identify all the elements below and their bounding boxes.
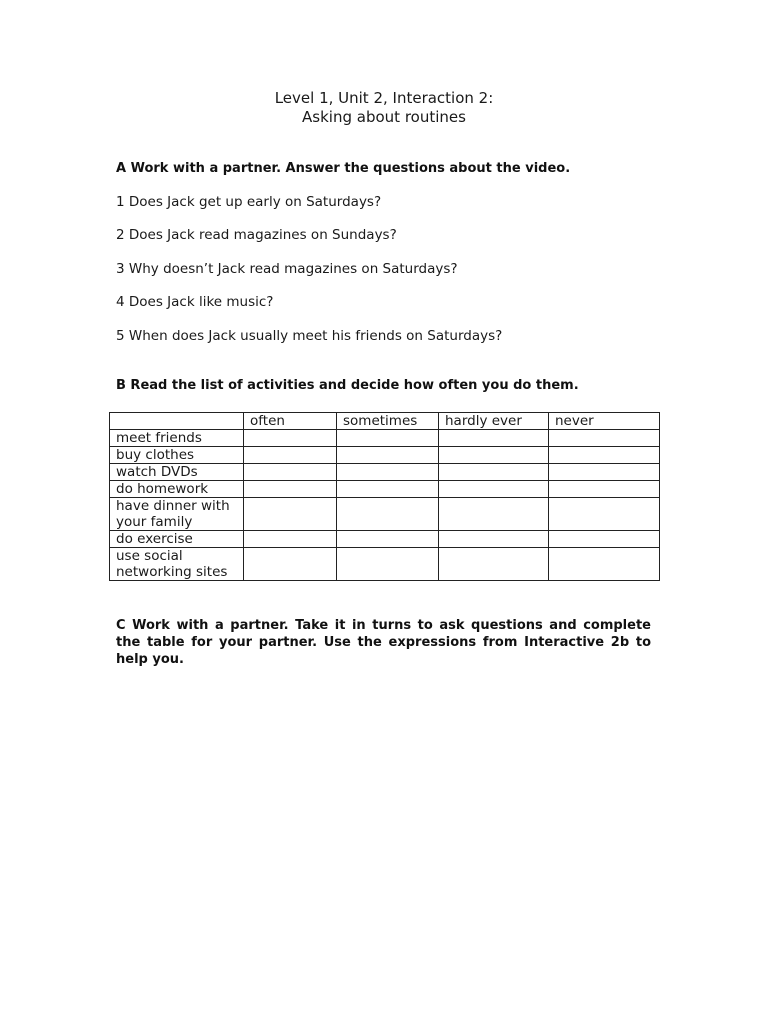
answer-cell-never[interactable] <box>549 498 660 531</box>
answer-cell-hardly-ever[interactable] <box>439 548 549 581</box>
header-cell-often: often <box>244 413 337 430</box>
worksheet-title: Level 1, Unit 2, Interaction 2: <box>274 89 494 107</box>
header-cell-activity <box>110 413 244 430</box>
answer-cell-sometimes[interactable] <box>337 447 439 464</box>
section-b-heading: B Read the list of activities and decide how often you do them. <box>116 378 579 393</box>
question-4: 4 Does Jack like music? <box>116 294 274 310</box>
activity-label: have dinner with your family <box>110 498 244 531</box>
answer-cell-sometimes[interactable] <box>337 548 439 581</box>
table-row <box>110 498 660 531</box>
answer-cell-sometimes[interactable] <box>337 430 439 447</box>
answer-cell-sometimes[interactable] <box>337 464 439 481</box>
table-row <box>110 531 660 548</box>
question-5: 5 When does Jack usually meet his friends on Saturdays? <box>116 328 503 344</box>
activity-frequency-table <box>109 412 660 581</box>
answer-cell-sometimes[interactable] <box>337 481 439 498</box>
table-row <box>110 548 660 581</box>
answer-cell-often[interactable] <box>244 430 337 447</box>
header-cell-sometimes: sometimes <box>337 413 439 430</box>
answer-cell-often[interactable] <box>244 464 337 481</box>
activity-label: do homework <box>110 481 244 498</box>
table-row <box>110 430 660 447</box>
table-row <box>110 481 660 498</box>
answer-cell-never[interactable] <box>549 447 660 464</box>
answer-cell-often[interactable] <box>244 481 337 498</box>
table-row <box>110 464 660 481</box>
answer-cell-sometimes[interactable] <box>337 531 439 548</box>
answer-cell-hardly-ever[interactable] <box>439 430 549 447</box>
section-a-heading: A Work with a partner. Answer the questions about the video. <box>116 161 571 176</box>
table-header-row <box>110 413 660 430</box>
question-3: 3 Why doesn’t Jack read magazines on Saturdays? <box>116 261 458 277</box>
answer-cell-never[interactable] <box>549 464 660 481</box>
activity-label: buy clothes <box>110 447 244 464</box>
activity-label: watch DVDs <box>110 464 244 481</box>
header-cell-hardly-ever: hardly ever <box>439 413 549 430</box>
answer-cell-hardly-ever[interactable] <box>439 498 549 531</box>
header-cell-never: never <box>549 413 660 430</box>
answer-cell-hardly-ever[interactable] <box>439 531 549 548</box>
answer-cell-often[interactable] <box>244 447 337 464</box>
section-c-instructions: C Work with a partner. Take it in turns to ask questions and complete the table for your partner. Use the expressions from Interactive 2b to help you. <box>116 618 651 667</box>
activity-label: use social networking sites <box>110 548 244 581</box>
answer-cell-hardly-ever[interactable] <box>439 447 549 464</box>
answer-cell-often[interactable] <box>244 498 337 531</box>
answer-cell-sometimes[interactable] <box>337 498 439 531</box>
answer-cell-hardly-ever[interactable] <box>439 481 549 498</box>
activity-label: meet friends <box>110 430 244 447</box>
activity-label: do exercise <box>110 531 244 548</box>
answer-cell-never[interactable] <box>549 481 660 498</box>
answer-cell-often[interactable] <box>244 548 337 581</box>
answer-cell-never[interactable] <box>549 548 660 581</box>
answer-cell-never[interactable] <box>549 430 660 447</box>
worksheet-subtitle: Asking about routines <box>302 108 466 126</box>
question-2: 2 Does Jack read magazines on Sundays? <box>116 227 397 243</box>
answer-cell-often[interactable] <box>244 531 337 548</box>
answer-cell-hardly-ever[interactable] <box>439 464 549 481</box>
question-1: 1 Does Jack get up early on Saturdays? <box>116 194 382 210</box>
table-row <box>110 447 660 464</box>
answer-cell-never[interactable] <box>549 531 660 548</box>
